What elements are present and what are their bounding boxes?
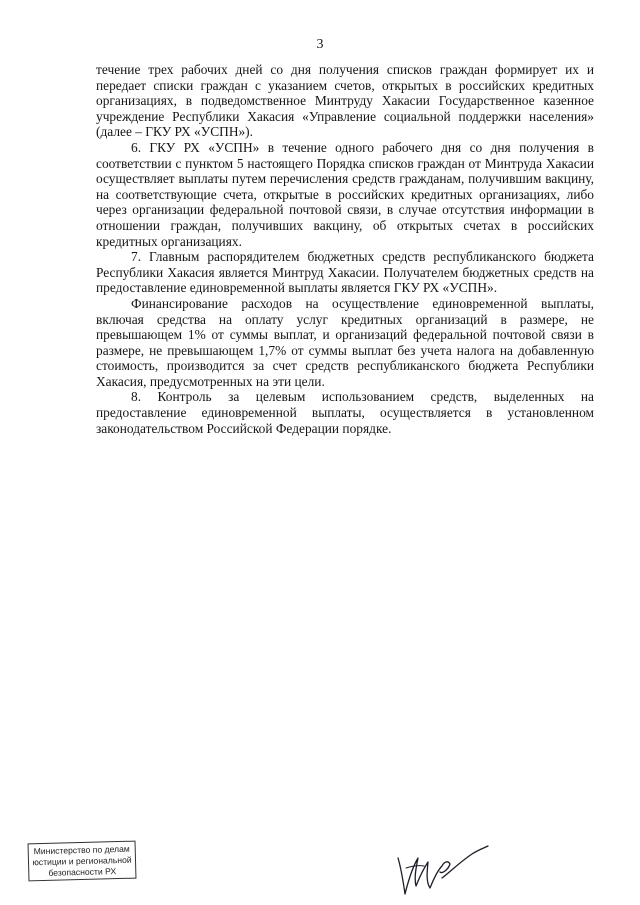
- stamp-line-1: Министерство по делам: [33, 843, 130, 857]
- paragraph-item-7: 7. Главным распорядителем бюджетных средств республиканского бюджета Республики Хакасия является Минтруд Хакасии. Получателем бюджетных средств на предоставление единовременной выплаты является ГКУ РХ «УСПН».: [96, 249, 594, 296]
- stamp-line-2: юстиции и региональной: [32, 854, 132, 868]
- document-body: [96, 62, 594, 436]
- paragraph-financing: Финансирование расходов на осуществление единовременной выплаты, включая средства на оплату услуг кредитных организаций в размере, не превышающем 1% от суммы выплат, и организаций федеральной почтовой связи в размере, не превышающем 1,7% от суммы выплат без учета налога на добавленную стоимость, производится за счет средств республиканского бюджета Республики Хакасия, предусмотренных на эти цели.: [96, 295, 594, 389]
- registration-stamp: [28, 841, 137, 882]
- paragraph-item-6: 6. ГКУ РХ «УСПН» в течение одного рабочего дня со дня получения в соответствии с пунктом 5 настоящего Порядка списков граждан от Минтруда Хакасии осуществляет выплаты путем перечисления средств гражданам, получившим вакцину, на соответствующие счета, открытые в российских кредитных организациях, либо через организации федеральной почтовой связи, в случае отсутствия информации в отношении граждан, получивших вакцину, об открытых счетах в российских кредитных организациях.: [96, 139, 594, 249]
- paragraph-item-8: 8. Контроль за целевым использованием средств, выделенных на предоставление единовременной выплаты, осуществляется в установленном законодательством Российской Федерации порядке.: [96, 389, 594, 436]
- page-number: 3: [316, 37, 324, 52]
- handwritten-signature: [392, 838, 492, 900]
- paragraph-continuation: течение трех рабочих дней со дня получения списков граждан формирует их и передает списки граждан с указанием счетов, открытых в российских кредитных организациях, в подведомственное Минтруду Хакасии Государственное казенное учреждение Республики Хакасия «Управление социальной поддержки населения» (далее – ГКУ РХ «УСПН»).: [96, 62, 594, 140]
- stamp-line-3: безопасности РХ: [48, 866, 117, 878]
